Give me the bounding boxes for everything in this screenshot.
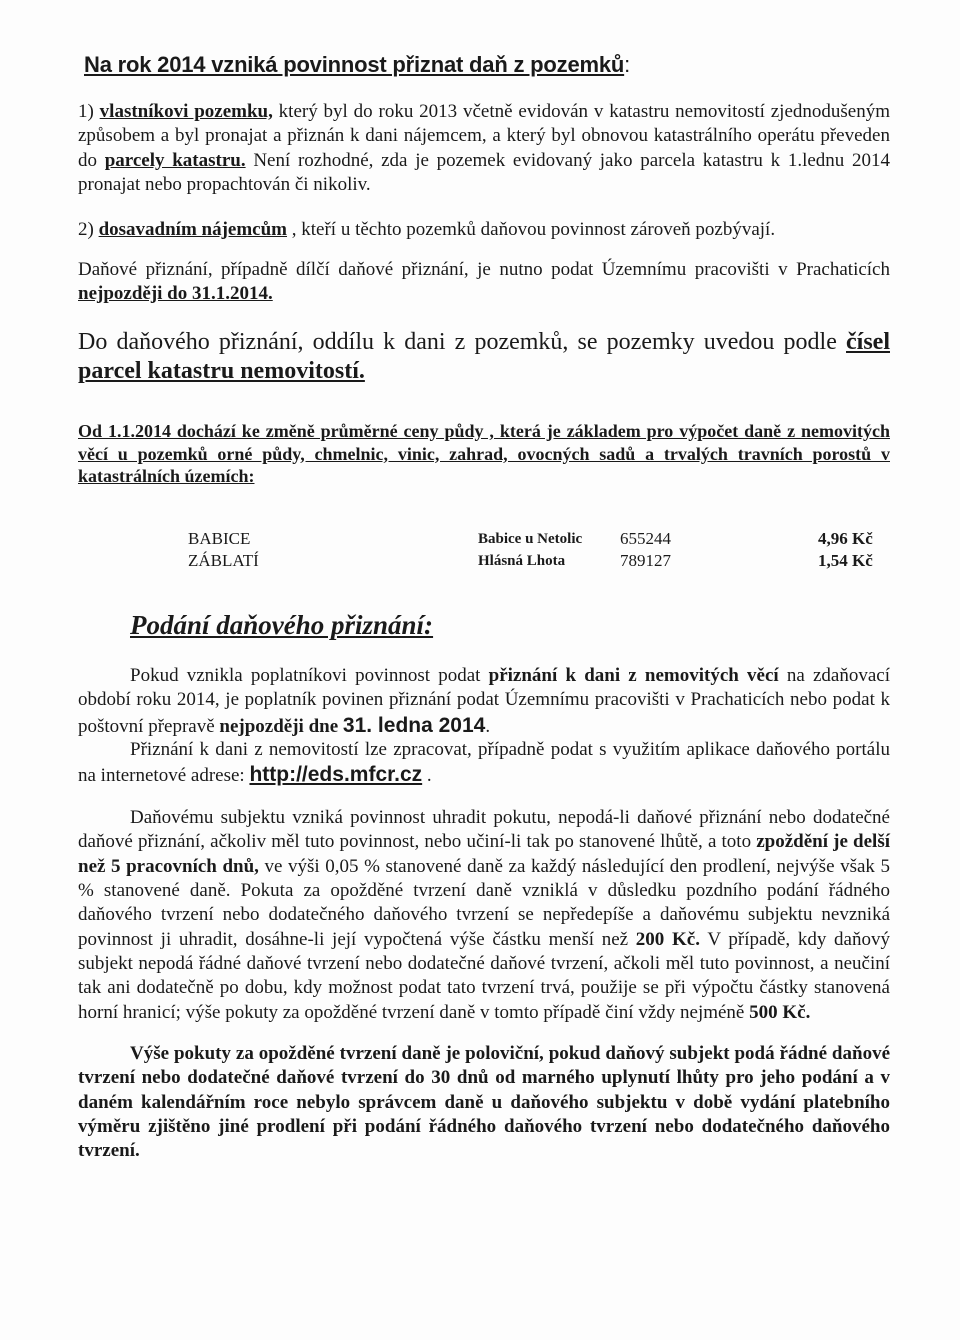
submit-b1: přiznání k dani z nemovitých věcí [488,665,779,686]
parcels-note-emphasis: čísel parcel katastru nemovitostí. [78,329,890,384]
portal-url-link[interactable]: http://eds.mfcr.cz [249,763,423,787]
portal-t2: . [422,765,432,787]
penalty-t1: Daňovému subjektu vzniká povinnost uhradit pokutu, nepodá-li daňové přiznání nebo dodatečné daňové přiznání, ačkoliv měl tuto povinnost, nebo učiní-li tak po stanovené lhůtě, a toto [78,807,890,853]
item1-text-a: který byl do roku 2013 včetně evidován v katastru nemovitostí zjednodušeným způsobem a byl pronajat a přiznán k dani nájemcem, a který byl obnovou katastrálního operátu převeden do [78,101,890,171]
submit-b2: nejpozději dne [219,715,343,737]
parcels-note [78,328,890,386]
submit-t1: Pokud vznikla poplatníkovi povinnost podat [130,665,489,686]
village-cell: BABICE [188,529,251,548]
title-colon: : [624,52,631,77]
tenants-label: dosavadním nájemcům [98,219,288,240]
cadastre-cell: Babice u Netolic [478,531,583,547]
item1-number: 1) [78,101,94,122]
parcels-note-text: Do daňového přiznání, oddílu k dani z pozemků, se pozemky uvedou podle [78,329,847,355]
item-tenants [78,218,890,242]
penalty-t3: V případě, kdy daňový subjekt nepodá řádné daňové tvrzení nebo dodatečné daňové tvrzení, ačkoli měl tuto povinnost, a neučiní tak ani dodatečně po dobu, kdy možnost podat tato tvrzení trvá, použije se při výpočtu částky stanovená horní hranicí; výše pokuty za opožděné tvrzení daně v tomto případě činí vždy nejméně [78,928,890,1023]
penalty-t2: ve výši 0,05 % stanovené daně za každý následující den prodlení, nejvýše však 5 % stanovené daně. Pokuta za opožděné tvrzení daně vzniklá v důsledku pozdního podání řádného daňového tvrzení nebo dodatečného daňového tvrzení se nepředepíše a daňovému subjektu nevzniká povinnost ji uhradit, dosáhne-li její vypočtená výše částku menší než [78,855,890,950]
para-half-penalty [78,1042,890,1164]
page-title [84,52,884,78]
penalty-b3: 500 Kč. [749,1001,811,1023]
title-text: Na rok 2014 vzniká povinnost přiznat daň z pozemků [84,52,625,77]
portal-t1: Přiznání k dani z nemovitostí lze zpracovat, případně podat s využitím aplikace daňového portálu na internetové adrese: [78,739,890,787]
para-penalty [78,806,890,1025]
filing-text: Daňové přiznání, případně dílčí daňové přiznání, je nutno podat Územnímu pracovišti v Prachaticích [78,259,890,280]
item2-text: , kteří u těchto pozemků daňovou povinnost zároveň pozbývají. [287,219,776,240]
penalty-b2: 200 Kč. [635,928,700,950]
cadastre-cell: Hlásná Lhota [478,553,566,569]
parcel-label: parcely katastru. [104,149,246,171]
submit-t3: . [485,715,491,737]
price-cell: 1,54 Kč [818,551,873,570]
submit-t2: na zdaňovací období roku 2014, je poplatník povinen přiznání podat Územnímu pracovišti v Prachaticích nebo podat k poštovní přepravě [78,665,891,737]
filing-deadline [78,258,890,307]
item1-text-b: Není rozhodné, zda je pozemek evidovaný jako parcela katastru k 1.lednu 2014 pronajat nebo propachtován či nikoliv. [78,149,891,195]
owners-label: vlastníkovi pozemku, [99,101,273,122]
penalty-b1: zpoždění je delší než 5 pracovních dnů, [78,831,891,877]
half-penalty-text: Výše pokuty za opožděné tvrzení daně je poloviční, pokud daňový subjekt podá řádné daňové tvrzení nebo dodatečné daňové tvrzení do 30 dnů od marného uplynutí lhůty pro jeho podání a v daném kalendářním roce nebylo správcem daně u daňového subjektu v době vydání platebního výměru zjištěno jiné prodlení při podání řádného daňového tvrzení nebo dodatečného daňového tvrzení. [78,1043,890,1162]
submit-date: 31. ledna 2014 [342,713,486,737]
filing-deadline-date: nejpozději do 31.1.2014. [78,283,273,305]
prices-table [0,528,960,588]
para-submit [78,664,890,740]
item2-number: 2) [78,219,94,240]
para-portal [78,738,890,789]
village-cell: ZÁBLATÍ [188,551,259,570]
price-cell: 4,96 Kč [818,529,873,548]
section-title: Podání daňového přiznání: [130,610,434,640]
price-change-notice: Od 1.1.2014 dochází ke změně průměrné ceny půdy , která je základem pro výpočet daně z nemovitých věcí u pozemků orné půdy, chmelnic, vinic, zahrad, ovocných sadů a trvalých travních porostů v katastrálních územích: [78,421,890,486]
item-owners [78,100,890,197]
code-cell: 789127 [620,551,671,570]
code-cell: 655244 [620,529,671,548]
